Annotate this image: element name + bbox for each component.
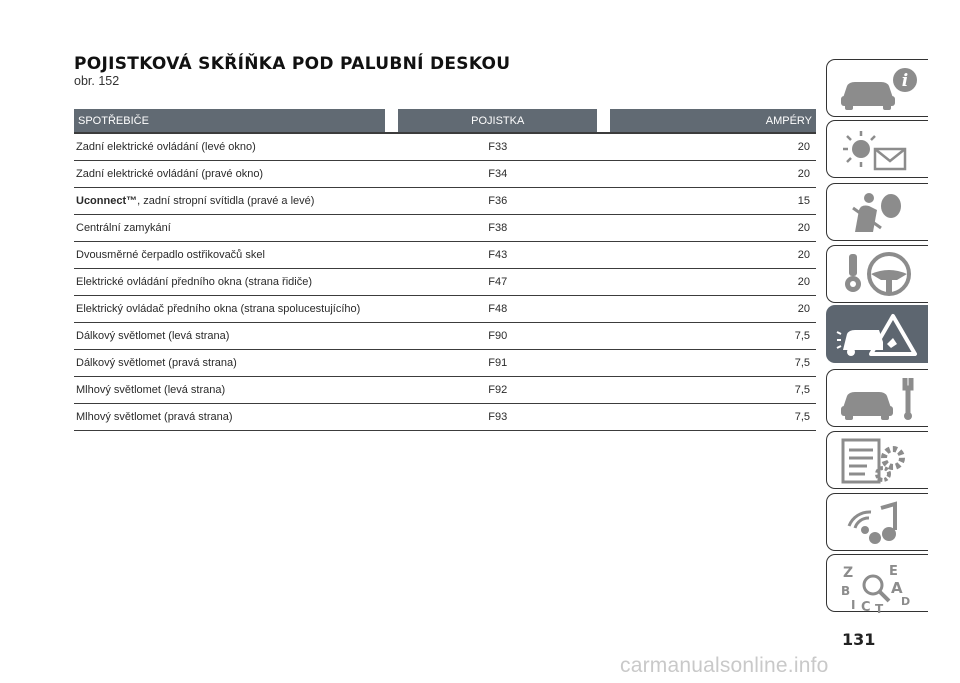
svg-text:i: i bbox=[901, 71, 909, 91]
emergency-icon bbox=[835, 310, 925, 360]
technical-data-icon bbox=[835, 436, 925, 486]
fuse-cell: F38 bbox=[398, 215, 597, 242]
page-number: 131 bbox=[842, 630, 876, 649]
gap-cell bbox=[597, 215, 610, 242]
device-name: , zadní stropní svítidla (pravé a levé) bbox=[137, 195, 315, 207]
gap-cell bbox=[597, 404, 610, 431]
table-row bbox=[74, 404, 816, 431]
tab-car-info[interactable] bbox=[826, 59, 928, 117]
tab-index[interactable] bbox=[826, 554, 928, 615]
amperes-cell: 20 bbox=[610, 296, 816, 323]
device-name: Zadní elektrické ovládání (levé okno) bbox=[76, 141, 256, 153]
table-row bbox=[74, 161, 816, 188]
fuse-table-body bbox=[74, 132, 816, 431]
tab-starting-driving[interactable] bbox=[826, 245, 928, 303]
gap-cell bbox=[385, 132, 398, 161]
tab-safety[interactable] bbox=[826, 183, 928, 241]
gap-cell bbox=[597, 323, 610, 350]
fuse-cell: F36 bbox=[398, 188, 597, 215]
gap-cell bbox=[385, 269, 398, 296]
table-row bbox=[74, 323, 816, 350]
amperes-cell: 20 bbox=[610, 269, 816, 296]
index-letter: A bbox=[891, 579, 903, 597]
gap-cell bbox=[385, 161, 398, 188]
amperes-cell: 20 bbox=[610, 215, 816, 242]
gap-cell bbox=[385, 296, 398, 323]
column-header-fuse: POJISTKA bbox=[398, 109, 597, 132]
gap-cell bbox=[385, 215, 398, 242]
table-row bbox=[74, 350, 816, 377]
index-letter: B bbox=[841, 584, 851, 598]
gap-cell bbox=[385, 323, 398, 350]
fuse-cell: F92 bbox=[398, 377, 597, 404]
table-header-row bbox=[74, 109, 816, 132]
device-name-bold: Uconnect™ bbox=[76, 195, 138, 207]
warning-lights-icon bbox=[835, 125, 925, 175]
index-icon bbox=[835, 559, 925, 615]
tab-maintenance[interactable] bbox=[826, 369, 928, 427]
table-row bbox=[74, 215, 816, 242]
amperes-cell: 7,5 bbox=[610, 350, 816, 377]
car-maintenance-icon bbox=[835, 374, 925, 424]
fuse-cell: F47 bbox=[398, 269, 597, 296]
device-name: Elektrické ovládání předního okna (strana řidiče) bbox=[76, 276, 313, 288]
gap-cell bbox=[597, 350, 610, 377]
device-cell bbox=[74, 296, 385, 323]
figure-reference: obr. 152 bbox=[74, 74, 120, 88]
device-name: Dvousměrné čerpadlo ostřikovačů skel bbox=[76, 249, 265, 261]
safety-airbag-icon bbox=[835, 188, 925, 238]
tab-warning-lights[interactable] bbox=[826, 120, 928, 178]
gap-cell bbox=[597, 377, 610, 404]
amperes-cell: 20 bbox=[610, 132, 816, 161]
table-row bbox=[74, 377, 816, 404]
column-header-amperes: AMPÉRY bbox=[610, 109, 816, 132]
table-row bbox=[74, 242, 816, 269]
fuse-cell: F91 bbox=[398, 350, 597, 377]
gap-cell bbox=[597, 188, 610, 215]
gap-cell bbox=[385, 377, 398, 404]
fuse-cell: F34 bbox=[398, 161, 597, 188]
index-letter: T bbox=[875, 602, 884, 615]
gap-cell bbox=[597, 269, 610, 296]
gap-cell bbox=[597, 296, 610, 323]
header-gap bbox=[597, 109, 610, 132]
amperes-cell: 20 bbox=[610, 242, 816, 269]
index-letter: E bbox=[889, 564, 898, 579]
device-cell bbox=[74, 132, 385, 161]
amperes-cell: 7,5 bbox=[610, 323, 816, 350]
gap-cell bbox=[385, 188, 398, 215]
gap-cell bbox=[385, 350, 398, 377]
device-cell bbox=[74, 215, 385, 242]
device-cell bbox=[74, 350, 385, 377]
device-cell bbox=[74, 377, 385, 404]
fuse-cell: F48 bbox=[398, 296, 597, 323]
device-name: Centrální zamykání bbox=[76, 222, 171, 234]
gap-cell bbox=[385, 404, 398, 431]
device-cell bbox=[74, 269, 385, 296]
table-row bbox=[74, 269, 816, 296]
device-name: Dálkový světlomet (pravá strana) bbox=[76, 357, 237, 369]
index-letter: I bbox=[851, 598, 856, 612]
gap-cell bbox=[597, 242, 610, 269]
page-title: POJISTKOVÁ SKŘÍŇKA POD PALUBNÍ DESKOU bbox=[74, 54, 511, 74]
watermark: carmanualsonline.info bbox=[620, 654, 829, 677]
tab-emergency[interactable] bbox=[826, 305, 928, 363]
table-row bbox=[74, 296, 816, 323]
gap-cell bbox=[597, 132, 610, 161]
device-cell bbox=[74, 161, 385, 188]
device-name: Mlhový světlomet (pravá strana) bbox=[76, 411, 233, 423]
device-name: Elektrický ovládač předního okna (strana spolucestujícího) bbox=[76, 303, 361, 315]
fuse-cell: F43 bbox=[398, 242, 597, 269]
amperes-cell: 15 bbox=[610, 188, 816, 215]
device-name: Zadní elektrické ovládání (pravé okno) bbox=[76, 168, 264, 180]
steering-key-icon bbox=[835, 250, 925, 300]
index-letter: Z bbox=[843, 565, 854, 581]
index-letter: D bbox=[901, 595, 911, 608]
device-cell bbox=[74, 188, 385, 215]
amperes-cell: 20 bbox=[610, 161, 816, 188]
index-letter: C bbox=[861, 600, 871, 615]
multimedia-icon bbox=[835, 498, 925, 548]
fuse-cell: F33 bbox=[398, 132, 597, 161]
car-info-icon bbox=[835, 64, 925, 114]
tab-technical-data[interactable] bbox=[826, 431, 928, 489]
gap-cell bbox=[597, 161, 610, 188]
table-row bbox=[74, 132, 816, 161]
fuse-cell: F93 bbox=[398, 404, 597, 431]
table-row bbox=[74, 188, 816, 215]
fuse-table bbox=[74, 109, 816, 431]
gap-cell bbox=[385, 242, 398, 269]
amperes-cell: 7,5 bbox=[610, 377, 816, 404]
fuse-cell: F90 bbox=[398, 323, 597, 350]
device-cell bbox=[74, 242, 385, 269]
device-name: Dálkový světlomet (levá strana) bbox=[76, 330, 230, 342]
column-header-devices: SPOTŘEBIČE bbox=[74, 109, 385, 132]
device-name: Mlhový světlomet (levá strana) bbox=[76, 384, 226, 396]
device-cell bbox=[74, 404, 385, 431]
header-gap bbox=[385, 109, 398, 132]
amperes-cell: 7,5 bbox=[610, 404, 816, 431]
tab-multimedia[interactable] bbox=[826, 493, 928, 551]
device-cell bbox=[74, 323, 385, 350]
